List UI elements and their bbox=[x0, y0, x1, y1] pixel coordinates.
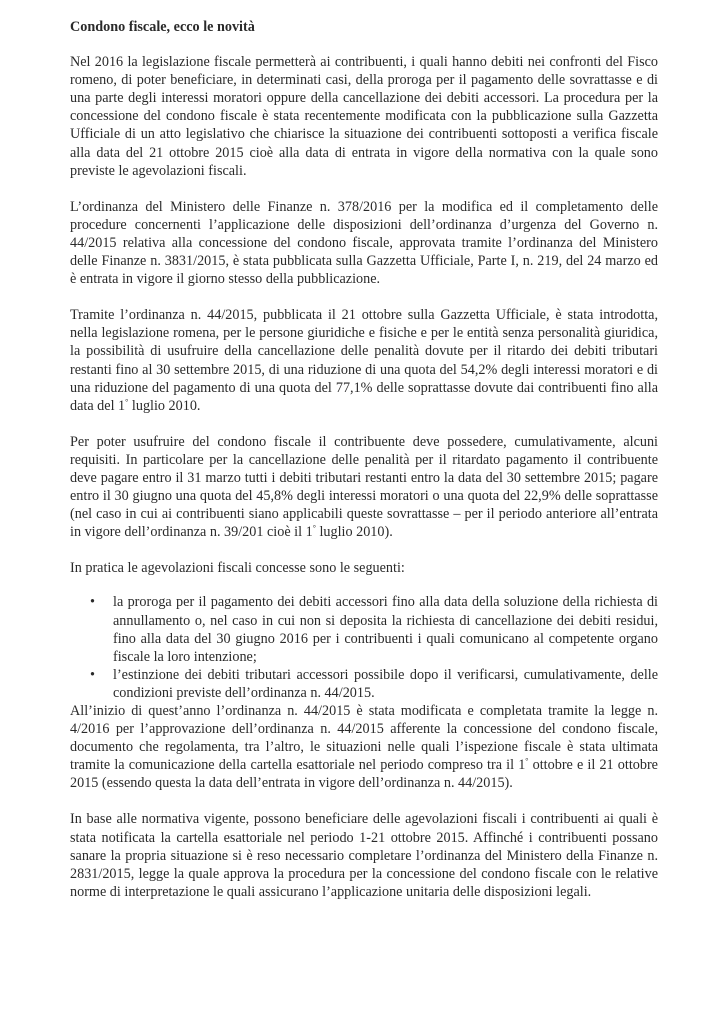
paragraph-4-tail: luglio 2010). bbox=[315, 524, 393, 541]
paragraph-6-tail: ottobre e il 21 ottobre 2015 (essendo questa la data dell’entrata in vigore dell’ordinanza n. 44/2015). bbox=[70, 757, 658, 792]
paragraph-3-text: Tramite l’ordinanza n. 44/2015, pubblicata il 21 ottobre sulla Gazzetta Ufficiale, è stata introdotta, nella legislazione romena, per le persone giuridiche e fisiche e per le entità senza personalità giuridica, la possibilità di usufruire della cancellazione delle penalità dovute per il ritardo dei debiti tributari restanti fino al 30 settembre 2015, di una riduzione di una quota del 54,2% degli interessi moratori e di una riduzione del pagamento di una quota del 77,1% delle soprattasse dovute dai contribuenti fino alla data del 1 bbox=[70, 307, 658, 414]
paragraph-6 bbox=[70, 702, 658, 792]
paragraph-3 bbox=[70, 306, 658, 415]
paragraph-7: In base alle normativa vigente, possono beneficiare delle agevolazioni fiscali i contribuenti ai quali è stata notificata la cartella esattoriale nel periodo 1-21 ottobre 2015. Affinché i contribuenti possano sanare la propria situazione si è reso necessario completare l’ordinanza del Ministero della Finanze n. 2831/2015, legge la quale approva la procedura per la concessione del condono fiscale con le relative norme di interpretazione le quali assicurano l’applicazione unitaria delle disposizioni legali. bbox=[70, 811, 658, 900]
paragraph-4-text: Per poter usufruire del condono fiscale il contribuente deve possedere, cumulativamente, alcuni requisiti. In particolare per la cancellazione delle penalità per il ritardato pagamento il contribuente deve pagare entro il 31 marzo tutti i debiti tributari restanti entro la data del 30 settembre 2015; pagare entro il 30 giugno una quota del 45,8% degli interessi moratori o una quota del 22,9% delle soprattasse (nel caso in cui ai contribuenti siano applicabili queste sovrattasse – per il periodo anteriore all’entrata in vigore dell’ordinanza n. 39/201 cioè il 1 bbox=[70, 433, 658, 541]
paragraph-3-tail: luglio 2010. bbox=[128, 397, 201, 414]
bullet-icon: • bbox=[90, 666, 95, 683]
list-item-text: l’estinzione dei debiti tributari accessori possibile dopo il verificarsi, cumulativamente, delle condizioni previste dell’ordinanza n. 44/2015. bbox=[113, 666, 658, 701]
benefits-list bbox=[70, 593, 658, 702]
ordinal-degree-mark: ° bbox=[312, 523, 316, 533]
list-intro: In pratica le agevolazioni fiscali concesse sono le seguenti: bbox=[70, 560, 405, 577]
ordinal-degree-mark: ° bbox=[525, 756, 529, 766]
paragraph-1: Nel 2016 la legislazione fiscale permetterà ai contribuenti, i quali hanno debiti nei confronti del Fisco romeno, di poter beneficiare, in determinati casi, della proroga per il pagamento delle sovrattasse e di una parte degli interessi moratori oppure della cancellazione dei debiti accessori. La procedura per la concessione del condono fiscale è stata recentemente modificata con la pubblicazione sulla Gazzetta Ufficiale di un atto legislativo che chiarisce la situazione dei contribuenti sottoposti a verifica fiscale alla data del 21 ottobre 2015 cioè alla data di entrata in vigore della normativa con la quale sono previste le agevolazioni fiscali. bbox=[70, 54, 658, 179]
document-page bbox=[70, 18, 658, 901]
paragraph-4 bbox=[70, 433, 658, 542]
paragraph-2: L’ordinanza del Ministero delle Finanze n. 378/2016 per la modifica ed il completamento delle procedure concernenti l’applicazione delle disposizioni dell’ordinanza d’urgenza del Governo n. 44/2015 relativa alla concessione del condono fiscale, approvata tramite l’ordinanza del Ministero delle Finanze n. 3831/2015, è stata pubblicata sulla Gazzetta Ufficiale, Parte I, n. 219, del 24 marzo ed è entrata in vigore il giorno stesso della pubblicazione. bbox=[70, 198, 658, 288]
bullet-icon: • bbox=[90, 594, 95, 611]
list-item-text: la proroga per il pagamento dei debiti accessori fino alla data della soluzione della richiesta di annullamento o, nel caso in cui non si deposita la richiesta di cancellazione dei debiti residui, fino alla data del 30 giugno 2016 per i contribuenti i quali comunicano al competente organo fiscale la loro intenzione; bbox=[113, 594, 658, 665]
list-item bbox=[70, 666, 658, 702]
document-title: Condono fiscale, ecco le novità bbox=[70, 19, 255, 35]
paragraph-6-text: All’inizio di quest’anno l’ordinanza n. 44/2015 è stata modificata e completata tramite la legge n. 4/2016 per l’approvazione dell’ordinanza n. 44/2015 afferente la concessione del condono fiscale, documento che regolamenta, tra l’altro, le situazioni nelle quali l’ispezione fiscale è stata ultimata tramite la comunicazione della cartella esattoriale nel periodo compreso tra il 1 bbox=[70, 703, 658, 774]
list-item bbox=[70, 593, 658, 665]
ordinal-degree-mark: ° bbox=[125, 396, 129, 406]
